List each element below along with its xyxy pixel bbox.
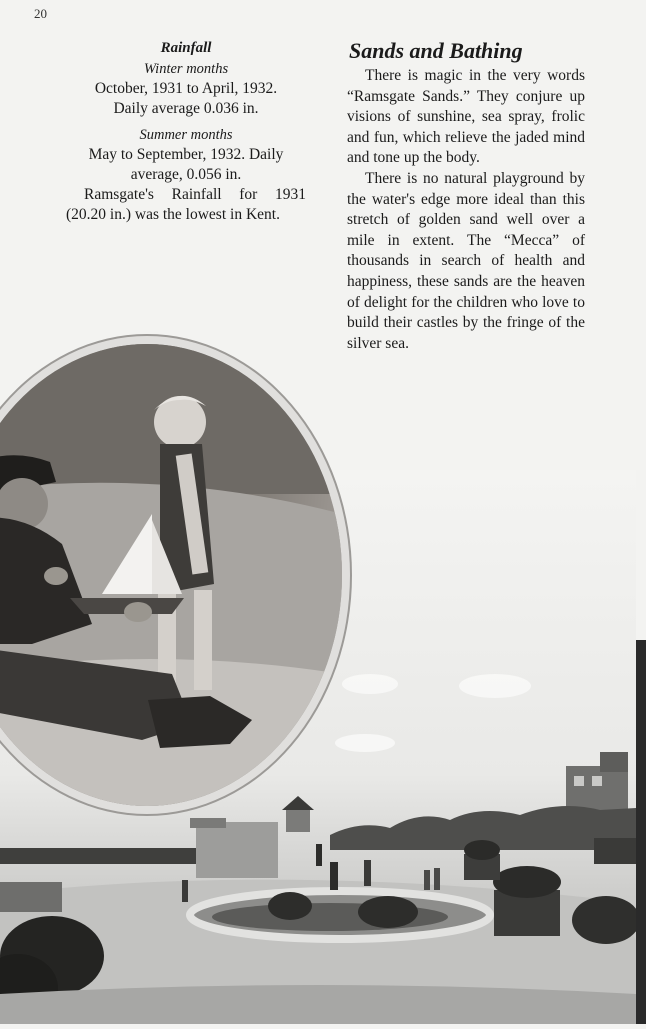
rainfall-section [66,38,306,225]
sands-title: Sands and Bathing [349,38,523,63]
winter-average: Daily average 0.036 in. [113,100,259,117]
summer-average: average, 0.056 in. [130,166,242,183]
summer-period: May to September, 1932. Daily [88,146,284,163]
page-number: 20 [34,6,47,21]
summer-heading: Summer months [139,127,233,143]
sands-section [347,38,585,354]
winter-heading: Winter months [143,61,229,77]
page-edge-shadow [636,640,646,1024]
rainfall-heading: Rainfall [160,40,212,56]
sands-paragraph-2: There is no natural playground by the water's edge more ideal than this stretch of golden sand well over a mile in extent. The “Mecca” of thousands in search of health and happiness, these sands are the heaven of delight for the children who love to build their castles by the fringe of the silver sea. [347,169,585,352]
circle-inset-photo [0,344,342,806]
rainfall-note: Ramsgate's Rainfall for 1931 (20.20 in.) was the lowest in Kent. [66,186,306,223]
sands-paragraph-1: There is magic in the very words “Ramsgate Sands.” They conjure up visions of sunshine, sea spray, frolic and fun, which relieve the jaded mind and tone up the body. [347,67,585,167]
winter-period: October, 1931 to April, 1932. [94,80,278,97]
boy-and-fisherman-illustration [0,344,342,806]
